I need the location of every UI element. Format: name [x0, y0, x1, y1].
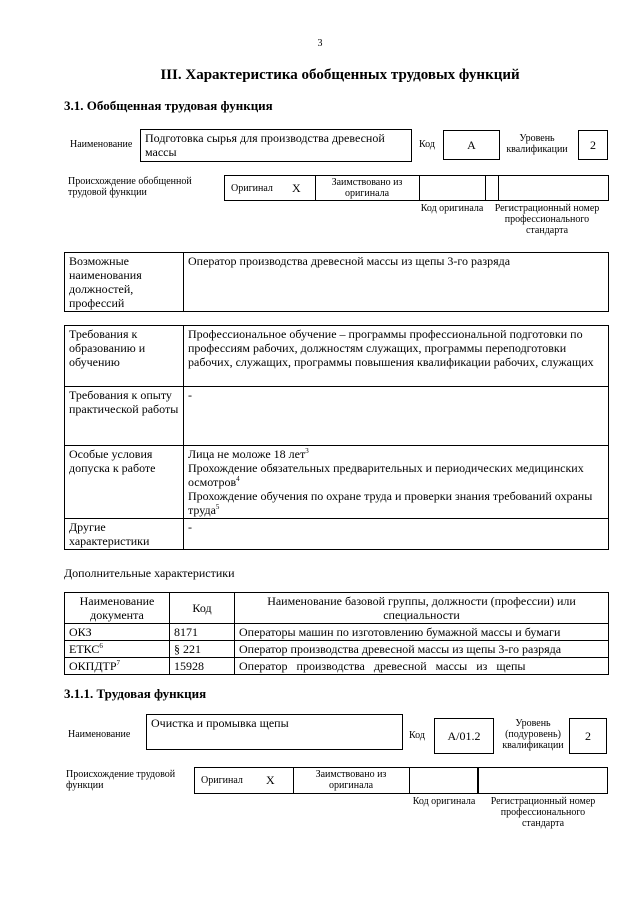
- footnote-ref: 3: [305, 447, 309, 455]
- req-experience-label: Требования к опыту практической работы: [65, 387, 184, 446]
- cell-code: § 221: [170, 641, 235, 658]
- gtf-original-label: Оригинал: [231, 183, 273, 194]
- possible-names-table: [64, 252, 609, 312]
- table-row: [65, 326, 609, 387]
- req-education-label: Требования к образованию и обучению: [65, 326, 184, 387]
- gtf-origin-label: Происхождение обобщенной трудовой функции: [68, 176, 192, 198]
- gtf-origin-divider: [315, 175, 316, 201]
- tf-level-label: Уровень (подуровень) квалификации: [502, 718, 564, 751]
- gtf-heading: 3.1. Обобщенная трудовая функция: [64, 98, 273, 113]
- gtf-level-value: 2: [578, 130, 608, 160]
- cell-name: Оператор производства древесной массы из щепы: [235, 658, 609, 675]
- tf-original-mark: Х: [266, 773, 275, 787]
- gtf-name-label: Наименование: [70, 139, 133, 150]
- footnote-ref: 5: [215, 503, 220, 511]
- table-row: [65, 446, 609, 519]
- additional-heading: Дополнительные характеристики: [64, 566, 235, 580]
- footnote-ref: 6: [99, 642, 103, 650]
- tf-origin-label: Происхождение трудовой функции: [66, 769, 176, 791]
- tf-code-label: Код: [409, 730, 425, 741]
- table-row: [65, 519, 609, 550]
- additional-table: [64, 592, 609, 675]
- tf-code-value: А/01.2: [434, 718, 494, 754]
- table-row: [65, 658, 609, 675]
- gtf-reg-number-label: Регистрационный номер профессионального стандарта: [494, 203, 600, 236]
- tf-origin-divider: [293, 767, 294, 794]
- section-title: III. Характеристика обобщенных трудовых функций: [160, 67, 520, 83]
- cell-document: ЕТКС$^6$: [65, 641, 170, 658]
- gtf-name-value: Подготовка сырья для производства древесной массы: [140, 129, 412, 162]
- gtf-code-value: А: [443, 130, 500, 160]
- table-header-row: [65, 593, 609, 624]
- tf-reg-cell: [478, 767, 608, 794]
- cell-document: ОКПДТР$^7$: [65, 658, 170, 675]
- possible-names-label: Возможные наименования должностей, профессий: [65, 253, 184, 312]
- footnote-ref: 7: [116, 659, 121, 667]
- cell-code: 15928: [170, 658, 235, 675]
- table-row: [65, 624, 609, 641]
- req-other-label: Другие характеристики: [65, 519, 184, 550]
- tf-name-label: Наименование: [68, 729, 131, 740]
- gtf-origin-divider: [419, 175, 420, 201]
- tf-origin-divider: [409, 767, 410, 794]
- req-special-line: Лица не моложе 18 лет: [188, 447, 306, 461]
- page-number: 3: [317, 38, 323, 49]
- table-row: [65, 641, 609, 658]
- cell-code: 8171: [170, 624, 235, 641]
- req-education-value: Профессиональное обучение – программы профессиональной подготовки по профессиям рабочих, должностям служащих, программы переподготовки рабочих, служащих, программы повышения квалификации рабочих, служащих: [184, 326, 609, 387]
- possible-names-value: Оператор производства древесной массы из щепы 3-го разряда: [184, 253, 609, 312]
- req-special-value: [184, 446, 609, 519]
- req-other-value: -: [184, 519, 609, 550]
- col-header-document: Наименование документа: [65, 593, 170, 624]
- gtf-code-original-label: Код оригинала: [420, 203, 484, 214]
- table-row: [65, 253, 609, 312]
- cell-name: Оператор производства древесной массы из щепы 3-го разряда: [235, 641, 609, 658]
- col-header-name: Наименование базовой группы, должности (профессии) или специальности: [235, 593, 609, 624]
- col-header-code: Код: [170, 593, 235, 624]
- tf-code-original-label: Код оригинала: [412, 796, 476, 807]
- tf-original-label: Оригинал: [201, 775, 243, 786]
- cell-document: ОКЗ: [65, 624, 170, 641]
- req-special-label: Особые условия допуска к работе: [65, 446, 184, 519]
- gtf-level-label: Уровень квалификации: [506, 133, 568, 155]
- req-special-line: Прохождение обучения по охране труда и проверки знания требований охраны труда: [188, 489, 593, 517]
- footnote-ref: 4: [236, 475, 240, 483]
- gtf-code-label: Код: [419, 139, 435, 150]
- tf-heading: 3.1.1. Трудовая функция: [64, 686, 207, 701]
- gtf-reg-cell: [485, 175, 609, 201]
- gtf-borrowed-label: Заимствовано из оригинала: [331, 177, 403, 199]
- tf-borrowed-label: Заимствовано из оригинала: [315, 769, 387, 791]
- req-special-line: Прохождение обязательных предварительных и периодических медицинских осмотров: [188, 461, 584, 489]
- req-experience-value: -: [184, 387, 609, 446]
- requirements-table: [64, 325, 609, 550]
- gtf-original-mark: Х: [292, 181, 301, 195]
- table-row: [65, 387, 609, 446]
- tf-name-value: Очистка и промывка щепы: [146, 714, 403, 750]
- cell-name: Операторы машин по изготовлению бумажной массы и бумаги: [235, 624, 609, 641]
- tf-reg-number-label: Регистрационный номер профессионального стандарта: [490, 796, 596, 829]
- tf-level-value: 2: [569, 718, 607, 754]
